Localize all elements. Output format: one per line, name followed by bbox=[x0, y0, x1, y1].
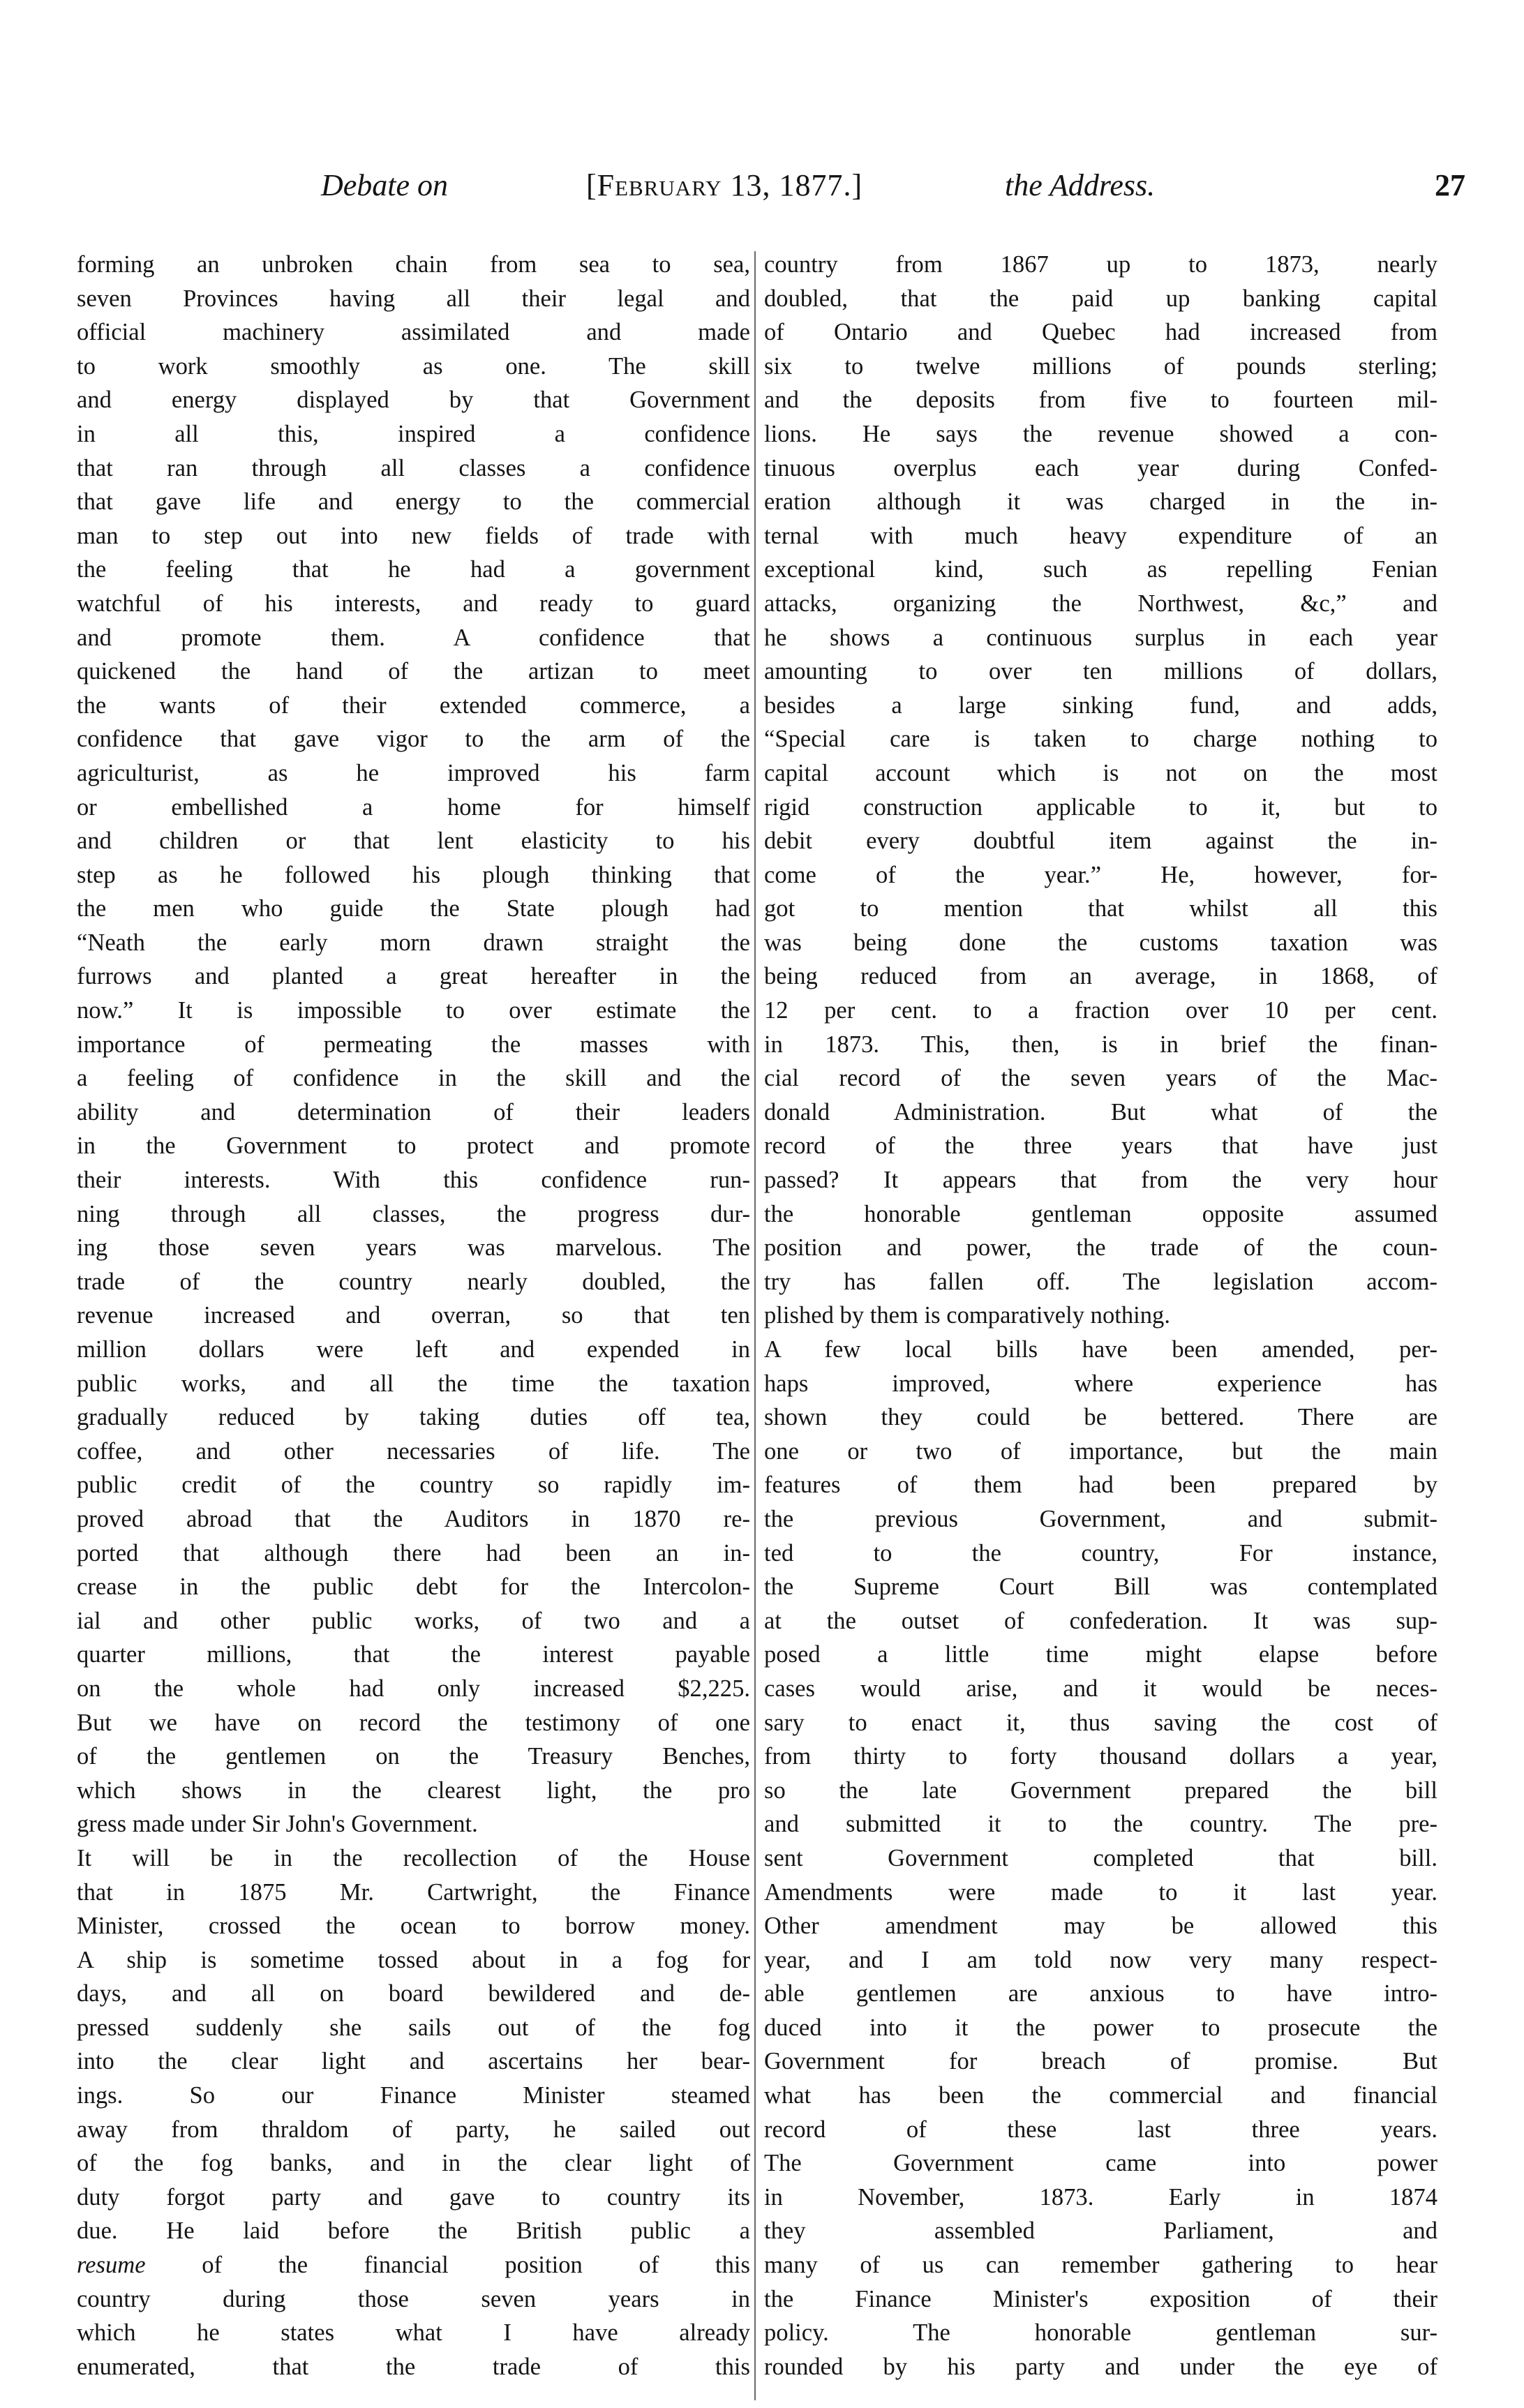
text-line: trade of the country nearly doubled, the bbox=[77, 1268, 750, 1295]
page-number: 27 bbox=[1435, 168, 1465, 202]
text-line: that ran through all classes a confidence bbox=[77, 454, 750, 481]
text-line: their interests. With this confidence run- bbox=[77, 1167, 750, 1194]
text-line: exceptional kind, such as repelling Fenian bbox=[764, 556, 1437, 583]
text-line: importance of permeating the masses with bbox=[77, 1031, 750, 1058]
text-line: public credit of the country so rapidly im- bbox=[77, 1472, 750, 1499]
text-line: A few local bills have been amended, per- bbox=[764, 1336, 1437, 1363]
running-head-date-suffix: 13, 1877.] bbox=[722, 168, 863, 202]
column-divider bbox=[754, 251, 756, 2400]
text-line: rigid construction applicable to it, but to bbox=[764, 793, 1437, 821]
running-head bbox=[321, 167, 1465, 223]
text-line: posed a little time might elapse before bbox=[764, 1641, 1437, 1668]
text-line: donald Administration. But what of the bbox=[764, 1098, 1437, 1126]
text-line: six to twelve millions of pounds sterling; bbox=[764, 352, 1437, 380]
text-line: ted to the country, For instance, bbox=[764, 1539, 1437, 1566]
text-line: It will be in the recollection of the House bbox=[77, 1844, 750, 1871]
text-line: of the gentlemen on the Treasury Benches, bbox=[77, 1743, 750, 1770]
text-line: watchful of his interests, and ready to guard bbox=[77, 590, 750, 617]
text-line: confidence that gave vigor to the arm of the bbox=[77, 726, 750, 753]
text-line: record of these last three years. bbox=[764, 2116, 1437, 2143]
text-line: duty forgot party and gave to country its bbox=[77, 2183, 750, 2211]
text-line: revenue increased and overran, so that ten bbox=[77, 1302, 750, 1329]
text-line: Minister, crossed the ocean to borrow money. bbox=[77, 1913, 750, 1940]
text-line: a feeling of confidence in the skill and the bbox=[77, 1065, 750, 1092]
text-line: in November, 1873. Early in 1874 bbox=[764, 2183, 1437, 2211]
text-line: haps improved, where experience has bbox=[764, 1370, 1437, 1397]
text-line: gress made under Sir John's Government. bbox=[77, 1811, 478, 1838]
text-line: proved abroad that the Auditors in 1870 re- bbox=[77, 1505, 750, 1532]
text-line: country from 1867 up to 1873, nearly bbox=[764, 251, 1437, 278]
text-line: cases would arise, and it would be neces- bbox=[764, 1675, 1437, 1702]
text-line: on the whole had only increased $2,225. bbox=[77, 1675, 750, 1702]
text-line: ternal with much heavy expenditure of an bbox=[764, 522, 1437, 549]
text-line: ing those seven years was marvelous. The bbox=[77, 1234, 750, 1262]
text-line: they assembled Parliament, and bbox=[764, 2218, 1437, 2245]
running-head-left: Debate on bbox=[321, 168, 449, 202]
text-line: at the outset of confederation. It was sup- bbox=[764, 1607, 1437, 1634]
text-line: Government for breach of promise. But bbox=[764, 2048, 1437, 2075]
text-line: cial record of the seven years of the Mac- bbox=[764, 1065, 1437, 1092]
text-line: many of us can remember gathering to hear bbox=[764, 2252, 1437, 2279]
text-line: try has fallen off. The legislation accom- bbox=[764, 1268, 1437, 1295]
text-line: in all this, inspired a confidence bbox=[77, 420, 750, 447]
text-line: days, and all on board bewildered and de- bbox=[77, 1980, 750, 2007]
text-line: “Special care is taken to charge nothing to bbox=[764, 726, 1437, 753]
text-line: doubled, that the paid up banking capital bbox=[764, 285, 1437, 312]
text-line: tinuous overplus each year during Confed- bbox=[764, 454, 1437, 481]
text-line: what has been the commercial and financial bbox=[764, 2082, 1437, 2109]
text-line: The Government came into power bbox=[764, 2150, 1437, 2177]
text-line: being reduced from an average, in 1868, of bbox=[764, 963, 1437, 990]
left-column bbox=[77, 248, 750, 2384]
running-head-date-month: ebruary bbox=[615, 168, 722, 202]
text-line: position and power, the trade of the coun- bbox=[764, 1234, 1437, 1262]
text-line: Other amendment may be allowed this bbox=[764, 1913, 1437, 1940]
text-line: year, and I am told now very many respect- bbox=[764, 1946, 1437, 1973]
text-line: so the late Government prepared the bill bbox=[764, 1777, 1437, 1804]
text-line: one or two of importance, but the main bbox=[764, 1437, 1437, 1465]
text-line: ings. So our Finance Minister steamed bbox=[77, 2082, 750, 2109]
text-line: that in 1875 Mr. Cartwright, the Finance bbox=[77, 1878, 750, 1906]
text-line: and energy displayed by that Government bbox=[77, 387, 750, 414]
text-line: which shows in the clearest light, the pro bbox=[77, 1777, 750, 1804]
text-line: the Finance Minister's exposition of their bbox=[764, 2285, 1437, 2312]
text-line: amounting to over ten millions of dollars, bbox=[764, 658, 1437, 685]
text-line: quarter millions, that the interest payable bbox=[77, 1641, 750, 1668]
text-line: sent Government completed that bill. bbox=[764, 1844, 1437, 1871]
text-line: in the Government to protect and promote bbox=[77, 1132, 750, 1160]
text-line: “Neath the early morn drawn straight the bbox=[77, 929, 750, 956]
text-line: and submitted it to the country. The pre- bbox=[764, 1811, 1437, 1838]
text-line: man to step out into new fields of trade with bbox=[77, 522, 750, 549]
text-line: away from thraldom of party, he sailed out bbox=[77, 2116, 750, 2143]
text-line: seven Provinces having all their legal and bbox=[77, 285, 750, 312]
text-line: and the deposits from five to fourteen mil- bbox=[764, 387, 1437, 414]
text-line: Amendments were made to it last year. bbox=[764, 1878, 1437, 1906]
text-line: ial and other public works, of two and a bbox=[77, 1607, 750, 1634]
text-line: record of the three years that have just bbox=[764, 1132, 1437, 1160]
text-line: ning through all classes, the progress dur- bbox=[77, 1200, 750, 1227]
text-line: the previous Government, and submit- bbox=[764, 1505, 1437, 1532]
text-line: eration although it was charged in the in- bbox=[764, 488, 1437, 516]
text-line: he shows a continuous surplus in each year bbox=[764, 624, 1437, 651]
text-line: policy. The honorable gentleman sur- bbox=[764, 2319, 1437, 2347]
text-line: passed? It appears that from the very hour bbox=[764, 1167, 1437, 1194]
text-line: come of the year.” He, however, for- bbox=[764, 861, 1437, 888]
text-line: able gentlemen are anxious to have intro- bbox=[764, 1980, 1437, 2007]
text-line: country during those seven years in bbox=[77, 2285, 750, 2312]
text-line: that gave life and energy to the commercial bbox=[77, 488, 750, 516]
text-line: furrows and planted a great hereafter in the bbox=[77, 963, 750, 990]
text-line: public works, and all the time the taxation bbox=[77, 1370, 750, 1397]
text-line: million dollars were left and expended in bbox=[77, 1336, 750, 1363]
text-line: the feeling that he had a government bbox=[77, 556, 750, 583]
text-line: besides a large sinking fund, and adds, bbox=[764, 691, 1437, 719]
text-line: ported that although there had been an in- bbox=[77, 1539, 750, 1566]
text-line: the men who guide the State plough had bbox=[77, 895, 750, 922]
text-line: rounded by his party and under the eye of bbox=[764, 2353, 1437, 2380]
text-line: duced into it the power to prosecute the bbox=[764, 2014, 1437, 2041]
text-line: shown they could be bettered. There are bbox=[764, 1404, 1437, 1431]
text-line: now.” It is impossible to over estimate the bbox=[77, 997, 750, 1024]
text-line: agriculturist, as he improved his farm bbox=[77, 759, 750, 786]
text-line: to work smoothly as one. The skill bbox=[77, 352, 750, 380]
running-head-date-prefix: [F bbox=[586, 168, 615, 202]
text-line: sary to enact it, thus saving the cost of bbox=[764, 1709, 1437, 1736]
text-line: forming an unbroken chain from sea to sea, bbox=[77, 251, 750, 278]
running-head-right: the Address. bbox=[1005, 168, 1156, 202]
text-line: due. He laid before the British public a bbox=[77, 2218, 750, 2245]
text-line: of Ontario and Quebec had increased from bbox=[764, 319, 1437, 346]
text-line: quickened the hand of the artizan to meet bbox=[77, 658, 750, 685]
text-line: in 1873. This, then, is in brief the finan- bbox=[764, 1031, 1437, 1058]
text-line: capital account which is not on the most bbox=[764, 759, 1437, 786]
text-line: the honorable gentleman opposite assumed bbox=[764, 1200, 1437, 1227]
text-line: But we have on record the testimony of one bbox=[77, 1709, 750, 1736]
text-line: into the clear light and ascertains her bear- bbox=[77, 2048, 750, 2075]
text-line: the Supreme Court Bill was contemplated bbox=[764, 1573, 1437, 1601]
text-line: debit every doubtful item against the in- bbox=[764, 828, 1437, 855]
text-line: the wants of their extended commerce, a bbox=[77, 691, 750, 719]
text-line: features of them had been prepared by bbox=[764, 1472, 1437, 1499]
text-line: resume of the financial position of this bbox=[77, 2252, 750, 2279]
text-line: 12 per cent. to a fraction over 10 per cent. bbox=[764, 997, 1437, 1024]
text-line: which he states what I have already bbox=[77, 2319, 750, 2347]
text-line: and children or that lent elasticity to his bbox=[77, 828, 750, 855]
right-column bbox=[764, 248, 1437, 2384]
text-line: from thirty to forty thousand dollars a year, bbox=[764, 1743, 1437, 1770]
text-line: enumerated, that the trade of this bbox=[77, 2353, 750, 2380]
text-line: official machinery assimilated and made bbox=[77, 319, 750, 346]
text-line: and promote them. A confidence that bbox=[77, 624, 750, 651]
text-line: coffee, and other necessaries of life. The bbox=[77, 1437, 750, 1465]
text-line: of the fog banks, and in the clear light of bbox=[77, 2150, 750, 2177]
text-line: step as he followed his plough thinking that bbox=[77, 861, 750, 888]
running-head-date bbox=[586, 167, 862, 203]
text-line: got to mention that whilst all this bbox=[764, 895, 1437, 922]
text-line: gradually reduced by taking duties off tea, bbox=[77, 1404, 750, 1431]
text-line: ability and determination of their leaders bbox=[77, 1098, 750, 1126]
text-line: or embellished a home for himself bbox=[77, 793, 750, 821]
text-line: was being done the customs taxation was bbox=[764, 929, 1437, 956]
text-line: pressed suddenly she sails out of the fog bbox=[77, 2014, 750, 2041]
text-line: plished by them is comparatively nothing. bbox=[764, 1302, 1170, 1329]
text-line: A ship is sometime tossed about in a fog for bbox=[77, 1946, 750, 1973]
text-line: attacks, organizing the Northwest, &c,” and bbox=[764, 590, 1437, 617]
text-line: lions. He says the revenue showed a con- bbox=[764, 420, 1437, 447]
text-line: crease in the public debt for the Intercolon- bbox=[77, 1573, 750, 1601]
